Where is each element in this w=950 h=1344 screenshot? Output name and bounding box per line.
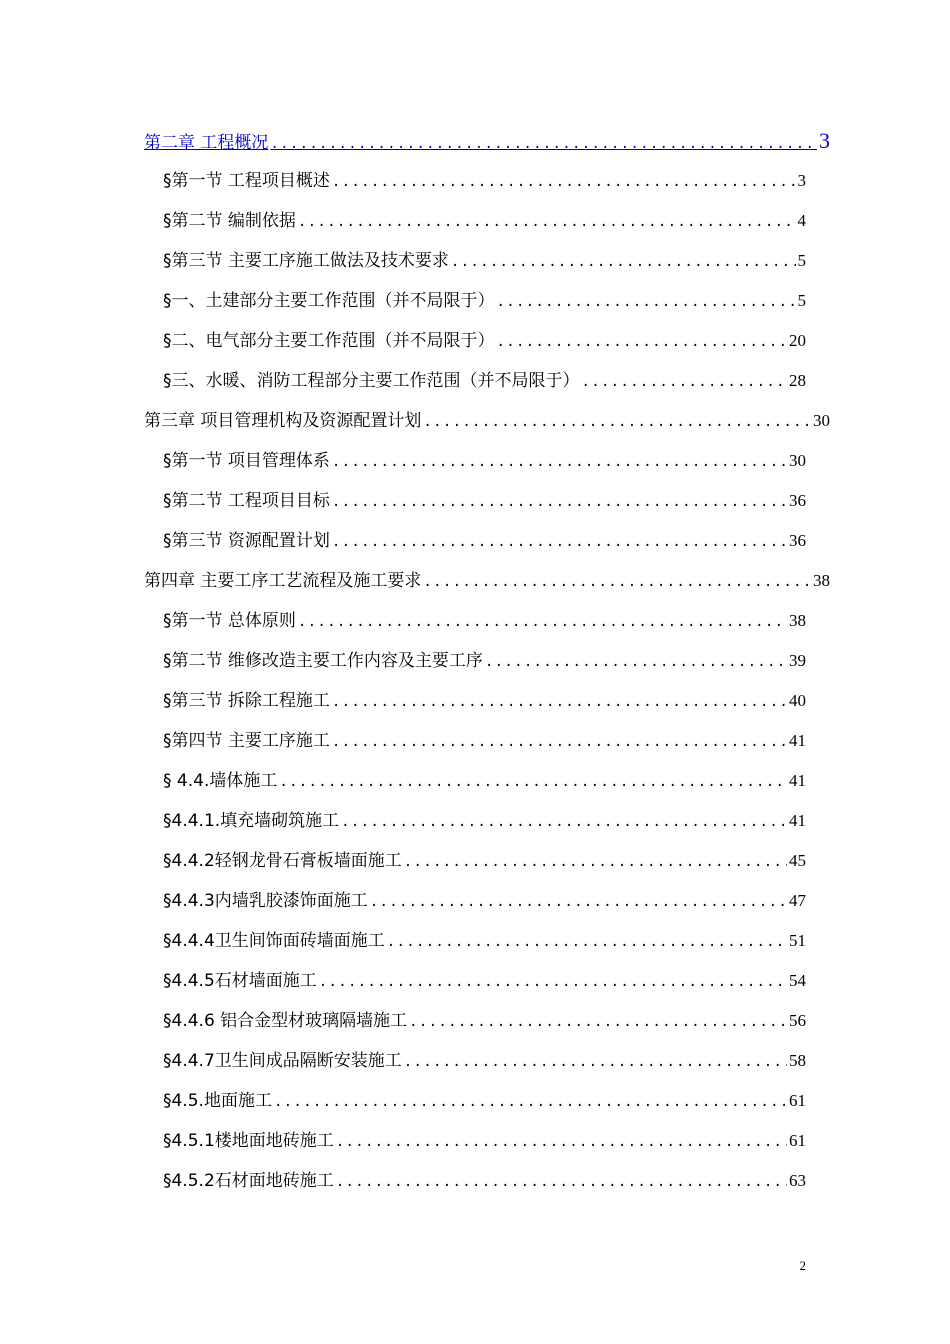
toc-entry-page: 63	[789, 1171, 806, 1190]
toc-section-entry[interactable]	[163, 847, 806, 875]
toc-entry-title: §第二节 编制依据	[163, 211, 296, 231]
toc-entry-page: 61	[789, 1131, 806, 1150]
toc-entry-title: §二、电气部分主要工作范围（并不局限于）	[163, 331, 495, 351]
toc-entry-title: §4.4.3内墙乳胶漆饰面施工	[163, 891, 368, 911]
toc-entry-title: §第三节 主要工序施工做法及技术要求	[163, 251, 449, 271]
toc-entry-page: 3	[819, 128, 830, 153]
toc-entry-page: 54	[789, 971, 806, 990]
toc-entry-title: §4.4.1.填充墙砌筑施工	[163, 811, 340, 831]
toc-dot-leader	[336, 1128, 787, 1156]
toc-dot-leader	[451, 248, 796, 276]
toc-entry-page: 41	[789, 771, 806, 790]
toc-entry-title: 第三章 项目管理机构及资源配置计划	[144, 411, 422, 431]
toc-section-entry[interactable]	[163, 767, 806, 795]
toc-section-entry[interactable]	[163, 1087, 806, 1115]
toc-entry-title: §4.5.地面施工	[163, 1091, 272, 1111]
toc-entry-title: §4.4.4卫生间饰面砖墙面施工	[163, 931, 385, 951]
toc-entry-page: 4	[797, 211, 806, 230]
toc-dot-leader	[336, 1168, 787, 1196]
toc-chapter-entry[interactable]	[144, 567, 830, 595]
toc-section-entry[interactable]	[163, 167, 806, 195]
toc-entry-page: 5	[797, 291, 806, 310]
toc-entry-page: 58	[789, 1051, 806, 1070]
toc-dot-leader	[582, 368, 788, 396]
toc-entry-title: §第三节 拆除工程施工	[163, 691, 330, 711]
toc-section-entry[interactable]	[163, 687, 806, 715]
toc-entry-page: 40	[789, 691, 806, 710]
toc-entry-page: 61	[789, 1091, 806, 1110]
toc-dot-leader	[298, 208, 796, 236]
toc-entry-page: 30	[789, 451, 806, 470]
toc-entry-page: 47	[789, 891, 806, 910]
toc-section-entry[interactable]	[163, 447, 806, 475]
toc-dot-leader	[332, 448, 787, 476]
toc-section-entry[interactable]	[163, 247, 806, 275]
toc-dot-leader	[404, 1048, 787, 1076]
toc-dot-leader	[332, 168, 796, 196]
toc-entry-page: 28	[789, 371, 806, 390]
toc-entry-title: §第四节 主要工序施工	[163, 731, 330, 751]
toc-entry-title: §第一节 工程项目概述	[163, 171, 330, 191]
toc-entry-title: §4.5.2石材面地砖施工	[163, 1171, 334, 1191]
toc-entry-title: §4.4.5石材墙面施工	[163, 971, 317, 991]
toc-dot-leader	[404, 848, 787, 876]
toc-section-entry[interactable]	[163, 527, 806, 555]
toc-entry-title: 第二章 工程概况	[144, 133, 269, 153]
toc-entry-page: 39	[789, 651, 806, 670]
toc-entry-page: 30	[813, 411, 830, 430]
toc-dot-leader	[319, 968, 787, 996]
toc-section-entry[interactable]	[163, 207, 806, 235]
toc-entry-title: §4.4.7卫生间成品隔断安装施工	[163, 1051, 402, 1071]
toc-entry-page: 20	[789, 331, 806, 350]
toc-section-entry[interactable]	[163, 1167, 806, 1195]
toc-entry-title: §4.5.1楼地面地砖施工	[163, 1131, 334, 1151]
toc-dot-leader	[485, 648, 787, 676]
toc-chapter-entry[interactable]	[144, 127, 830, 155]
toc-section-entry[interactable]	[163, 327, 806, 355]
toc-entry-title: §三、水暖、消防工程部分主要工作范围（并不局限于）	[163, 371, 580, 391]
toc-section-entry[interactable]	[163, 287, 806, 315]
toc-entry-title: §4.4.2轻钢龙骨石膏板墙面施工	[163, 851, 402, 871]
toc-section-entry[interactable]	[163, 967, 806, 995]
toc-section-entry[interactable]	[163, 607, 806, 635]
toc-section-entry[interactable]	[163, 927, 806, 955]
toc-dot-leader	[387, 928, 787, 956]
toc-section-entry[interactable]	[163, 1007, 806, 1035]
page-number: 2	[799, 1258, 806, 1273]
toc-dot-leader	[279, 768, 787, 796]
toc-chapter-entry[interactable]	[144, 407, 830, 435]
toc-section-entry[interactable]	[163, 807, 806, 835]
toc-dot-leader	[497, 288, 796, 316]
toc-dot-leader	[298, 608, 787, 636]
toc-entry-page: 51	[789, 931, 806, 950]
toc-entry-title: §4.4.6 铝合金型材玻璃隔墙施工	[163, 1011, 408, 1031]
toc-entry-title: §第一节 项目管理体系	[163, 451, 330, 471]
toc-dot-leader	[332, 488, 787, 516]
toc-dot-leader	[423, 408, 811, 436]
toc-entry-title: §第二节 维修改造主要工作内容及主要工序	[163, 651, 483, 671]
toc-dot-leader	[341, 808, 787, 836]
toc-section-entry[interactable]	[163, 1047, 806, 1075]
toc-entry-page: 38	[789, 611, 806, 630]
toc-entry-page: 38	[813, 571, 830, 590]
toc-dot-leader	[332, 728, 787, 756]
toc-dot-leader	[270, 130, 817, 158]
toc-dot-leader	[332, 528, 787, 556]
toc-section-entry[interactable]	[163, 887, 806, 915]
toc-entry-page: 45	[789, 851, 806, 870]
toc-dot-leader	[370, 888, 787, 916]
toc-section-entry[interactable]	[163, 1127, 806, 1155]
toc-entry-page: 41	[789, 731, 806, 750]
toc-entry-page: 56	[789, 1011, 806, 1030]
toc-entry-page: 5	[797, 251, 806, 270]
toc-section-entry[interactable]	[163, 727, 806, 755]
toc-entry-title: §第三节 资源配置计划	[163, 531, 330, 551]
toc-entry-page: 41	[789, 811, 806, 830]
toc-entry-title: §一、土建部分主要工作范围（并不局限于）	[163, 291, 495, 311]
toc-section-entry[interactable]	[163, 487, 806, 515]
toc-entry-page: 36	[789, 491, 806, 510]
toc-entry-title: § 4.4.墙体施工	[163, 771, 278, 791]
toc-entry-title: §第一节 总体原则	[163, 611, 296, 631]
toc-entry-page: 3	[797, 171, 806, 190]
toc-dot-leader	[497, 328, 788, 356]
toc-dot-leader	[409, 1008, 787, 1036]
toc-section-entry[interactable]	[163, 367, 806, 395]
toc-dot-leader	[274, 1088, 787, 1116]
toc-entry-title: 第四章 主要工序工艺流程及施工要求	[144, 571, 422, 591]
toc-dot-leader	[332, 688, 787, 716]
toc-dot-leader	[423, 568, 811, 596]
toc-entry-page: 36	[789, 531, 806, 550]
toc-entry-title: §第二节 工程项目目标	[163, 491, 330, 511]
toc-section-entry[interactable]	[163, 647, 806, 675]
